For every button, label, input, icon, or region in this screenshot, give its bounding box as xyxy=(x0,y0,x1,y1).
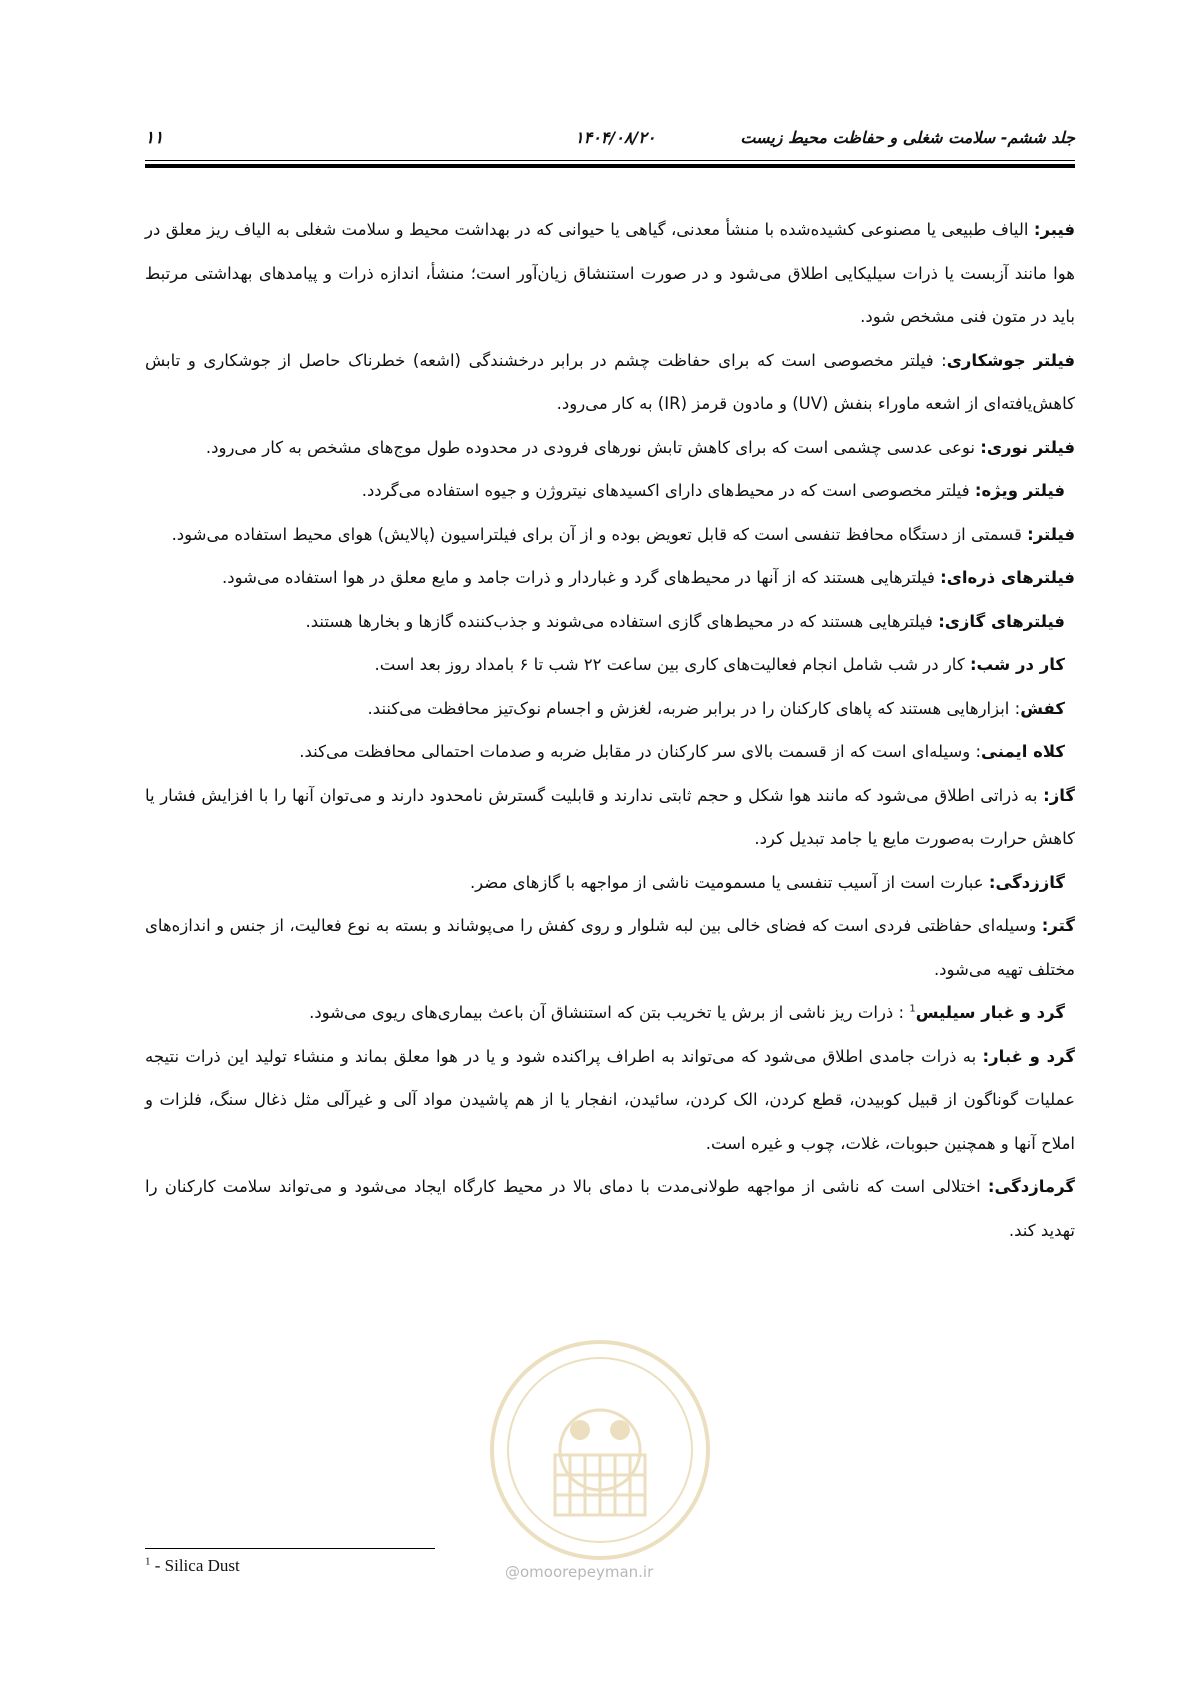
entry-text: فیلتر مخصوصی است که در محیط‌های دارای اکسیدهای نیتروژن و جیوه استفاده می‌گردد. xyxy=(361,481,975,500)
watermark-seal-icon xyxy=(485,1335,715,1565)
glossary-entry xyxy=(145,643,1075,687)
glossary-entry xyxy=(145,991,1075,1035)
entry-term: گرد و غبار سیلیس xyxy=(915,1003,1065,1022)
entry-term: گرمازدگی: xyxy=(987,1177,1075,1196)
entry-text: عبارت است از آسیب تنفسی یا مسمومیت ناشی از مواجهه با گازهای مضر. xyxy=(469,872,989,892)
entry-text: به ذراتی اطلاق می‌شود که مانند هوا شکل و حجم ثابتی ندارند و قابلیت گسترش نامحدود دارند و می‌توان آنها را با افزایش فشار یا کاهش حرارت به‌صورت مایع یا جامد تبدیل کرد. xyxy=(145,785,1075,848)
page-header xyxy=(145,128,1075,158)
glossary-entry xyxy=(145,339,1075,426)
entry-term: گتر: xyxy=(1041,916,1075,935)
glossary-entry xyxy=(145,208,1075,339)
entry-text: : وسیله‌ای است که از قسمت بالای سر کارکنان در مقابل ضربه و صدمات احتمالی محافظت می‌کند. xyxy=(299,742,982,761)
glossary-entry xyxy=(145,426,1075,470)
glossary-entry xyxy=(145,687,1075,731)
glossary-entry xyxy=(145,1035,1075,1166)
entry-term: فیلترهای ذره‌ای: xyxy=(940,568,1075,587)
entry-text: نوعی عدسی چشمی است که برای کاهش تابش نورهای فرودی در محدوده طول موج‌های مشخص به کار می‌رود. xyxy=(205,437,981,457)
footnote-number: 1 xyxy=(145,1555,151,1568)
header-title: جلد ششم- سلامت شغلی و حفاظت محیط زیست xyxy=(740,128,1075,147)
entry-text: فیلترهایی هستند که در محیط‌های گازی استفاده می‌شوند و جذب‌کننده گازها و بخارها هستند. xyxy=(305,611,939,631)
entry-text: قسمتی از دستگاه محافظ تنفسی است که قابل تعویض بوده و از آن برای فیلتراسیون (پالایش) هوای محیط استفاده می‌شود. xyxy=(171,524,1028,544)
glossary-entry xyxy=(145,556,1075,600)
glossary-body xyxy=(145,208,1075,1252)
entry-text: کار در شب شامل انجام فعالیت‌های کاری بین ساعت ۲۲ شب تا ۶ بامداد روز بعد است. xyxy=(374,655,970,674)
entry-term: فیلترهای گازی: xyxy=(938,611,1065,631)
entry-term: کار در شب: xyxy=(969,655,1065,674)
entry-term: کفش xyxy=(1020,698,1065,718)
glossary-entry xyxy=(145,600,1075,644)
entry-term: فیلتر جوشکاری xyxy=(946,350,1075,370)
footnote-ref[interactable]: 1 xyxy=(909,1003,916,1015)
glossary-entry xyxy=(145,730,1075,774)
entry-term: فیلتر ویژه: xyxy=(974,481,1065,500)
entry-term: فیبر: xyxy=(1033,220,1075,239)
entry-term: گاززدگی: xyxy=(988,872,1065,892)
page-number: ۱۱ xyxy=(145,128,164,148)
entry-term: فیلتر نوری: xyxy=(980,437,1075,457)
entry-text: الیاف طبیعی یا مصنوعی کشیده‌شده با منشأ معدنی، گیاهی یا حیوانی که در بهداشت محیط و سلامت شغلی به الیاف ریز معلق در هوا مانند آزبست یا ذرات سیلیکایی اطلاق می‌شود و در صورت استنشاق زیان‌آور است؛ منشأ، اندازه ذرات و پیامدهای بهداشتی مرتبط باید در متون فنی مشخص شود. xyxy=(145,220,1075,326)
glossary-entry xyxy=(145,904,1075,991)
glossary-entry xyxy=(145,469,1075,513)
glossary-entry xyxy=(145,774,1075,861)
header-rule-thin xyxy=(145,160,1075,161)
entry-text: فیلترهایی هستند که از آنها در محیط‌های گرد و غباردار و ذرات جامد و مایع معلق در هوا استفاده می‌شود. xyxy=(222,568,941,587)
watermark-text: @omoorepeyman.ir xyxy=(505,1563,654,1581)
glossary-entry xyxy=(145,861,1075,905)
entry-text: وسیله‌ای حفاظتی فردی است که فضای خالی بین لبه شلوار و روی کفش را می‌پوشاند و بسته به نوع فعالیت، از جنس و اندازه‌های مختلف تهیه می‌شود. xyxy=(145,916,1075,979)
entry-text: : ذرات ریز ناشی از برش یا تخریب بتن که استنشاق آن باعث بیماری‌های ریوی می‌شود. xyxy=(309,1003,910,1022)
entry-text: اختلالی است که ناشی از مواجهه طولانی‌مدت با دمای بالا در محیط کارگاه ایجاد می‌شود و می‌تواند سلامت کارکنان را تهدید کند. xyxy=(145,1177,1075,1240)
entry-term: کلاه ایمنی xyxy=(981,742,1065,761)
entry-term: فیلتر: xyxy=(1027,524,1075,544)
header-rule-thick xyxy=(145,164,1075,168)
entry-text: : ابزارهایی هستند که پاهای کارکنان را در برابر ضربه، لغزش و اجسام نوک‌تیز محافظت می‌کنند. xyxy=(367,698,1021,718)
footnote-rule xyxy=(145,1548,435,1549)
glossary-entry xyxy=(145,513,1075,557)
entry-text: به ذرات جامدی اطلاق می‌شود که می‌تواند به اطراف پراکنده شود و یا در هوا معلق بماند و منشاء تولید این ذرات نتیجه عملیات گوناگون از قبیل کوبیدن، قطع کردن، الک کردن، سائیدن، انفجار یا از هم پاشیدن مواد آلی و غیرآلی مثل ذغال سنگ، فلزات و املاح آنها و همچنین حبوبات، غلات، چوب و غیره است. xyxy=(145,1046,1075,1153)
footnote xyxy=(145,1556,240,1576)
entry-term: گرد و غبار: xyxy=(982,1046,1076,1066)
entry-text: : فیلتر مخصوصی است که برای حفاظت چشم در برابر درخشندگی (اشعه) خطرناک حاصل از جوشکاری و تابش کاهش‌یافته‌ای از اشعه ماوراء بنفش (UV) و مادون قرمز (IR) به کار می‌رود. xyxy=(145,350,1075,413)
glossary-entry xyxy=(145,1165,1075,1252)
footnote-text: - Silica Dust xyxy=(150,1556,240,1575)
header-date: ۱۴۰۴/۰۸/۲۰ xyxy=(575,128,656,147)
entry-term: گاز: xyxy=(1043,785,1075,805)
